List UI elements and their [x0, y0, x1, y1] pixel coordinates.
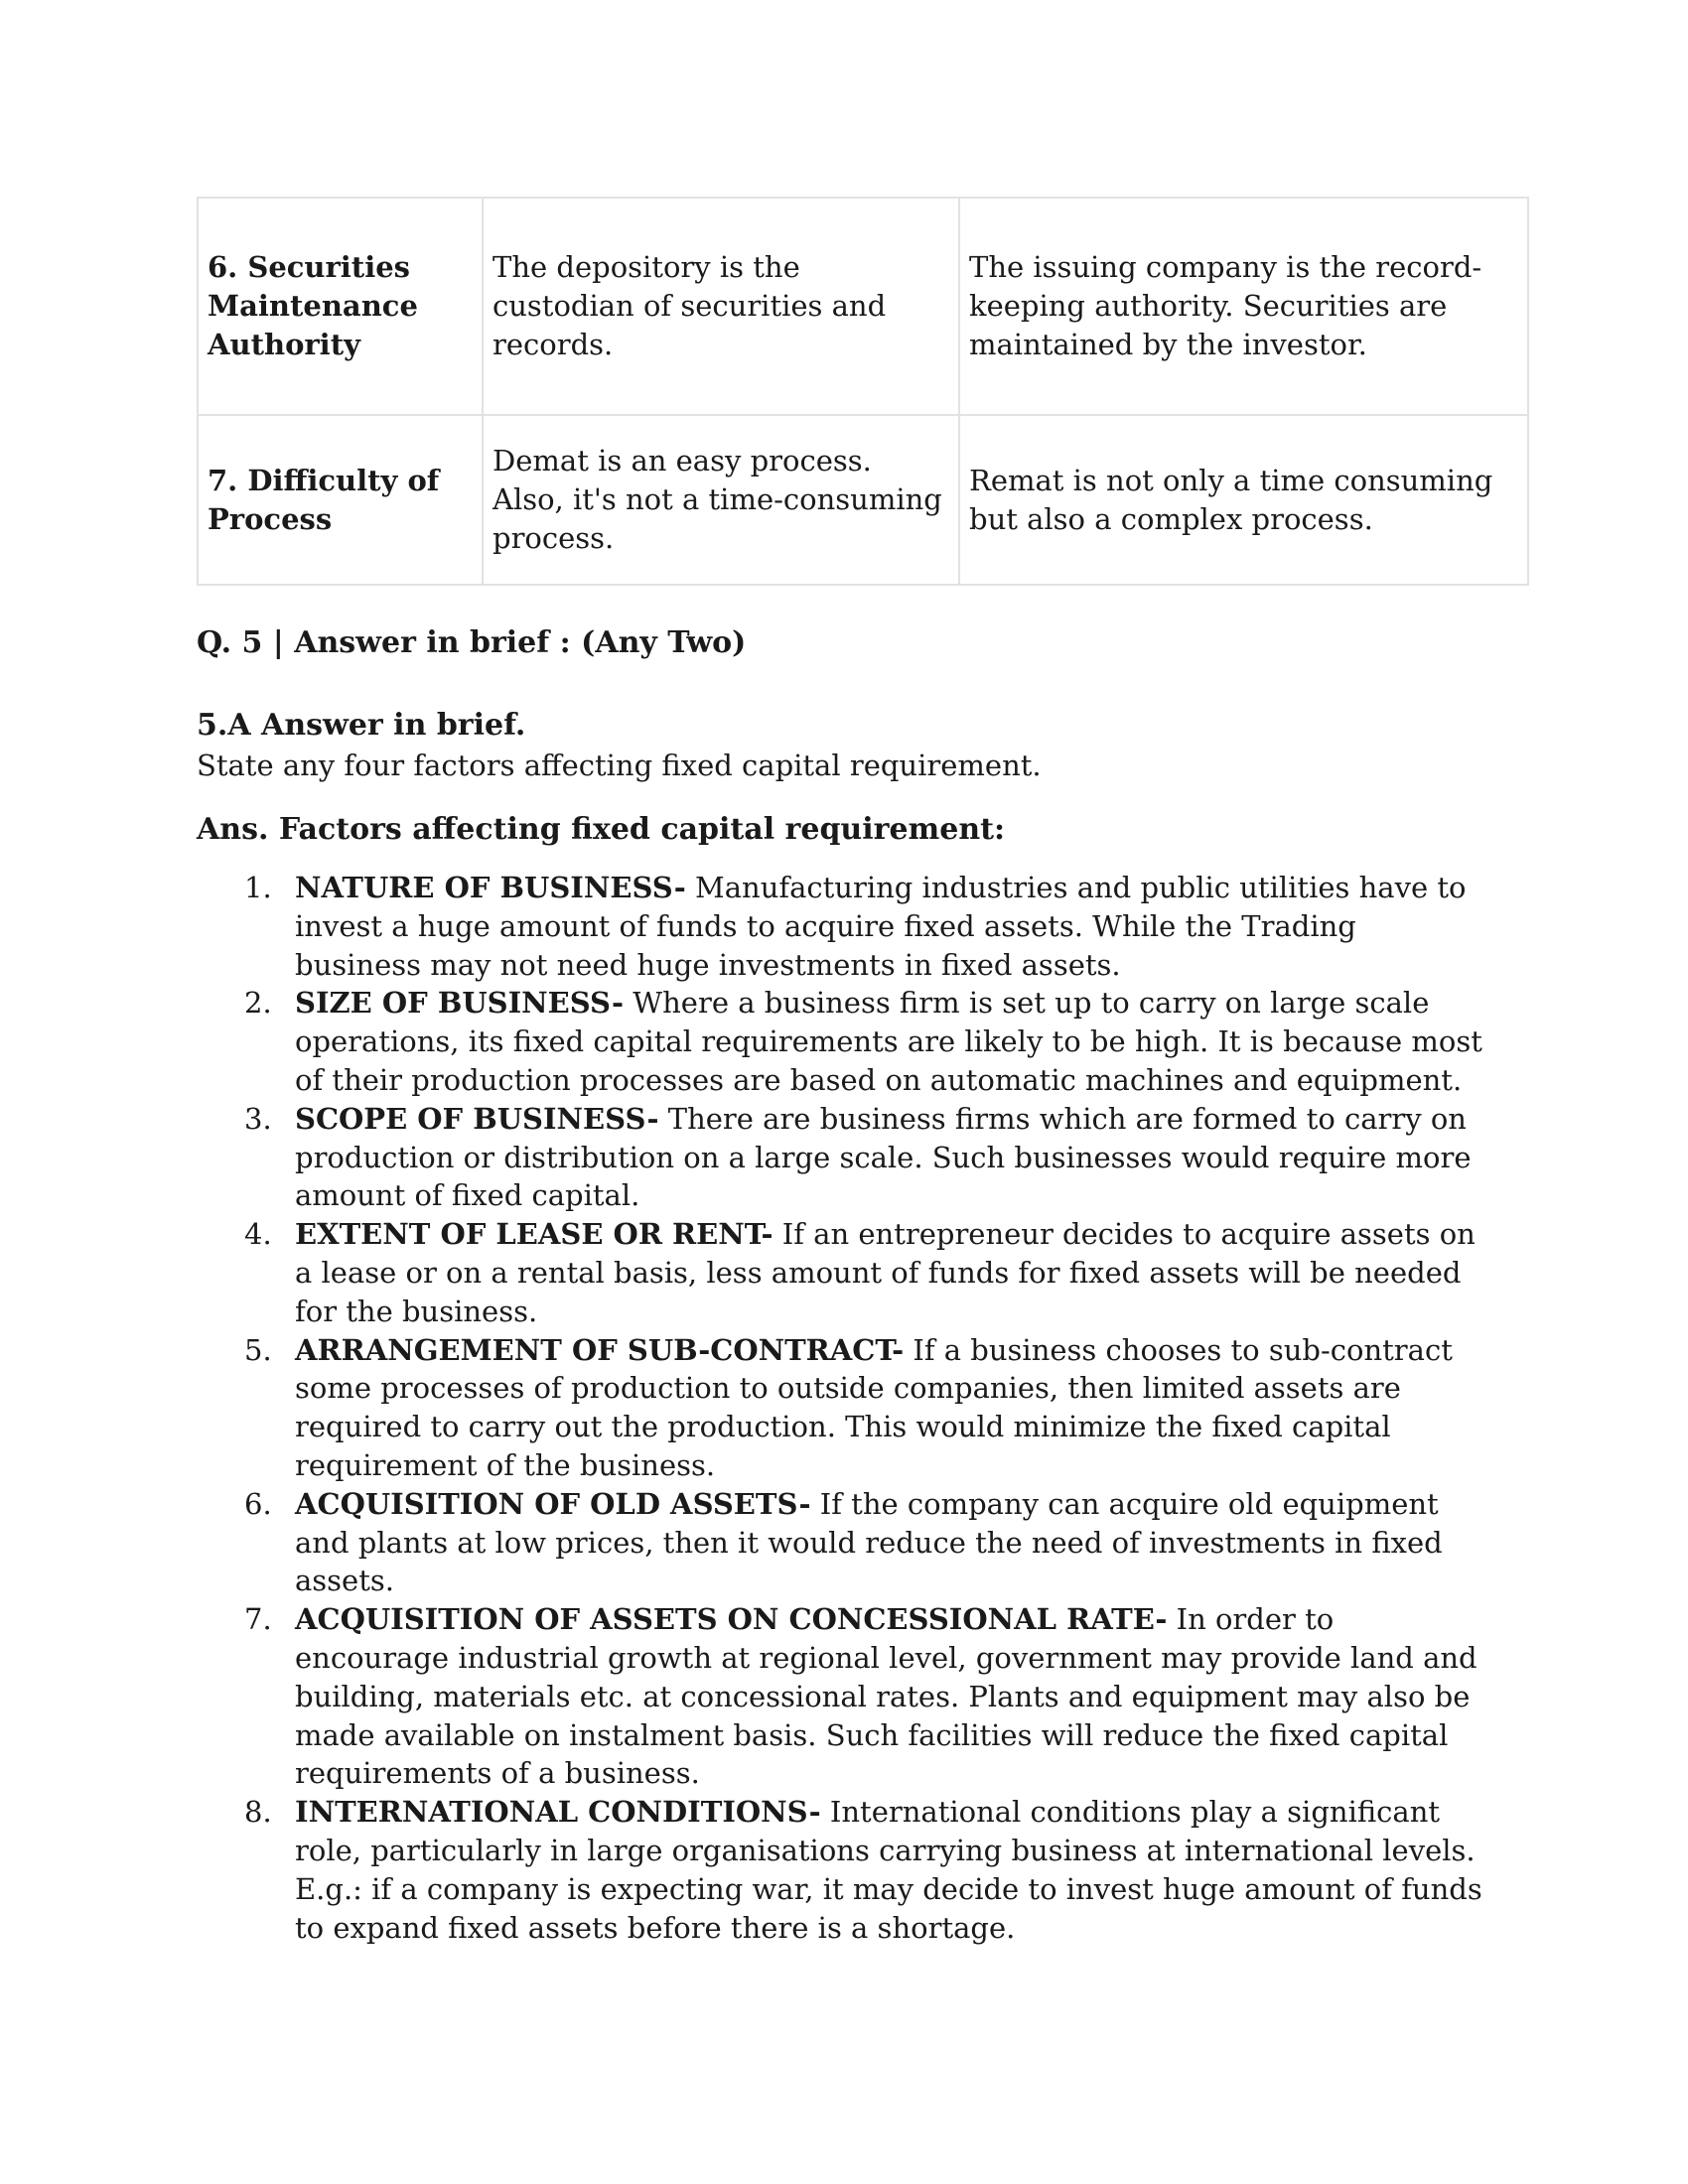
factor-text: Where a business firm is set up to carry on large scale operations, its fixed capital requirements are likely to be high. It is because most of their production processes are based on automatic machines and equipment. [295, 986, 1482, 1097]
document-page [197, 197, 1527, 1945]
factor-text: If the company can acquire old equipment and plants at low prices, then it would reduce the need of investments in fixed assets. [295, 1486, 1443, 1598]
list-number: 4. [244, 1217, 272, 1252]
factors-list [197, 869, 1487, 1947]
factor-title: ACQUISITION OF OLD ASSETS- [295, 1486, 811, 1521]
remat-cell: The issuing company is the record-keeping authority. Securities are maintained by the investor. [959, 198, 1528, 415]
factor-text: In order to encourage industrial growth at regional level, government may provide land and building, materials etc. at concessional rates. Plants and equipment may also be made available on instalment basis. Such facilities will reduce the fixed capital requirements of a business. [295, 1602, 1477, 1791]
feature-cell: 6. Securities Maintenance Authority [198, 198, 483, 415]
sub-question-heading: 5.A Answer in brief. [197, 708, 526, 743]
factor-text: If an entrepreneur decides to acquire assets on a lease or on a rental basis, less amount of funds for fixed assets will be needed for the business. [295, 1217, 1476, 1328]
list-item [197, 984, 1487, 1099]
demat-cell: The depository is the custodian of securities and records. [483, 198, 959, 415]
comparison-table [197, 197, 1529, 586]
list-item [197, 869, 1487, 984]
remat-cell: Remat is not only a time consuming but also a complex process. [959, 415, 1528, 585]
list-number: 8. [244, 1795, 272, 1830]
factor-text: There are business firms which are formed to carry on production or distribution on a large scale. Such businesses would require more amount of fixed capital. [295, 1101, 1472, 1213]
factor-title: INTERNATIONAL CONDITIONS- [295, 1795, 821, 1830]
factor-title: ARRANGEMENT OF SUB-CONTRACT- [295, 1332, 905, 1367]
factor-text: Manufacturing industries and public utilities have to invest a huge amount of funds to acquire fixed assets. While the Trading business may not need huge investments in fixed assets. [295, 871, 1467, 982]
factor-title: ACQUISITION OF ASSETS ON CONCESSIONAL RATE- [295, 1602, 1168, 1637]
question-text: State any four factors affecting fixed capital requirement. [197, 749, 1042, 782]
list-number: 2. [244, 986, 272, 1021]
list-number: 1. [244, 871, 272, 904]
factor-title: SCOPE OF BUSINESS- [295, 1101, 659, 1136]
answer-heading: Ans. Factors affecting fixed capital requirement: [197, 812, 1006, 847]
factor-title: EXTENT OF LEASE OR RENT- [295, 1217, 774, 1252]
factor-text: International conditions play a significant role, particularly in large organisations carrying business at international levels. E.g.: if a company is expecting war, it may decide to invest huge amount of funds to expand fixed assets before there is a shortage. [295, 1795, 1482, 1945]
question-heading: Q. 5 | Answer in brief : (Any Two) [197, 625, 747, 660]
list-item [197, 1600, 1487, 1793]
list-item [197, 1331, 1487, 1485]
list-number: 6. [244, 1486, 272, 1521]
table-row [198, 198, 1528, 415]
factor-title: SIZE OF BUSINESS- [295, 986, 625, 1021]
factor-text: If a business chooses to sub-contract some processes of production to outside companies, then limited assets are required to carry out the production. This would minimize the fixed capital requirement of the business. [295, 1332, 1453, 1482]
list-item [197, 1793, 1487, 1947]
demat-cell: Demat is an easy process. Also, it's not a time-consuming process. [483, 415, 959, 585]
factor-title: NATURE OF BUSINESS- [295, 871, 686, 904]
table-row [198, 415, 1528, 585]
list-item [197, 1485, 1487, 1600]
list-number: 5. [244, 1332, 272, 1367]
feature-cell: 7. Difficulty of Process [198, 415, 483, 585]
list-number: 3. [244, 1101, 272, 1136]
list-number: 7. [244, 1602, 272, 1637]
list-item [197, 1215, 1487, 1330]
list-item [197, 1100, 1487, 1215]
